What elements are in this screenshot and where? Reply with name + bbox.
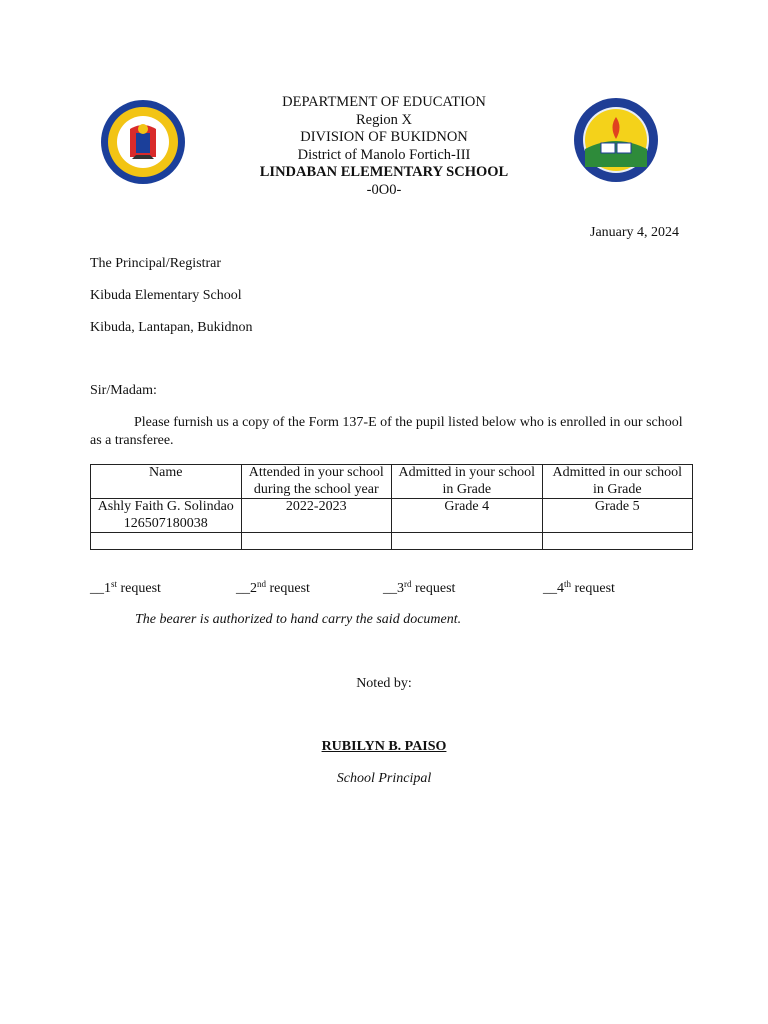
letterhead-department: DEPARTMENT OF EDUCATION <box>282 94 486 110</box>
recipient-line-3: Kibuda, Lantapan, Bukidnon <box>90 320 253 335</box>
header-attended: Attended in your school during the school year <box>241 465 392 499</box>
recipient-line-1: The Principal/Registrar <box>90 256 222 271</box>
noted-by-label: Noted by: <box>356 676 412 691</box>
letterhead-division: DIVISION OF BUKIDNON <box>300 129 468 146</box>
header-admitted-your: Admitted in your school in Grade <box>392 465 543 499</box>
letterhead-school-name: LINDABAN ELEMENTARY SCHOOL <box>259 164 509 181</box>
signatory-name: RUBILYN B. PAISO <box>321 739 447 754</box>
pupil-table <box>90 464 693 550</box>
deped-seal-icon <box>100 99 186 185</box>
table-header-row <box>91 465 693 499</box>
cell-grade-our: Grade 5 <box>542 499 693 533</box>
letter-date: January 4, 2024 <box>590 225 680 240</box>
request-3: __3rd request <box>383 579 456 596</box>
bearer-note: The bearer is authorized to hand carry the said document. <box>135 612 462 627</box>
letterhead <box>200 94 568 200</box>
request-2: __2nd request <box>236 579 310 596</box>
header-name: Name <box>91 465 242 499</box>
letterhead-district: District of Manolo Fortich-III <box>297 146 471 163</box>
table-row <box>91 499 693 533</box>
letter-body <box>90 414 690 450</box>
recipient-line-2: Kibuda Elementary School <box>90 288 242 303</box>
salutation: Sir/Madam: <box>90 383 157 398</box>
table-row-empty <box>91 533 693 550</box>
letter-body-text: Please furnish us a copy of the Form 137-E of the pupil listed below who is enrolled in our school as a transferee. <box>90 415 683 448</box>
request-4: __4th request <box>543 579 615 596</box>
cell-pupil-name: Ashly Faith G. Solindao 126507180038 <box>91 499 242 533</box>
cell-grade-your: Grade 4 <box>392 499 543 533</box>
signatory-title: School Principal <box>336 771 432 786</box>
letterhead-separator: -0O0- <box>366 181 402 198</box>
cell-school-year: 2022-2023 <box>241 499 392 533</box>
letterhead-region: Region X <box>356 111 412 128</box>
request-1: __1st request <box>90 579 161 596</box>
school-seal-icon <box>573 97 659 183</box>
header-admitted-our: Admitted in our school in Grade <box>542 465 693 499</box>
